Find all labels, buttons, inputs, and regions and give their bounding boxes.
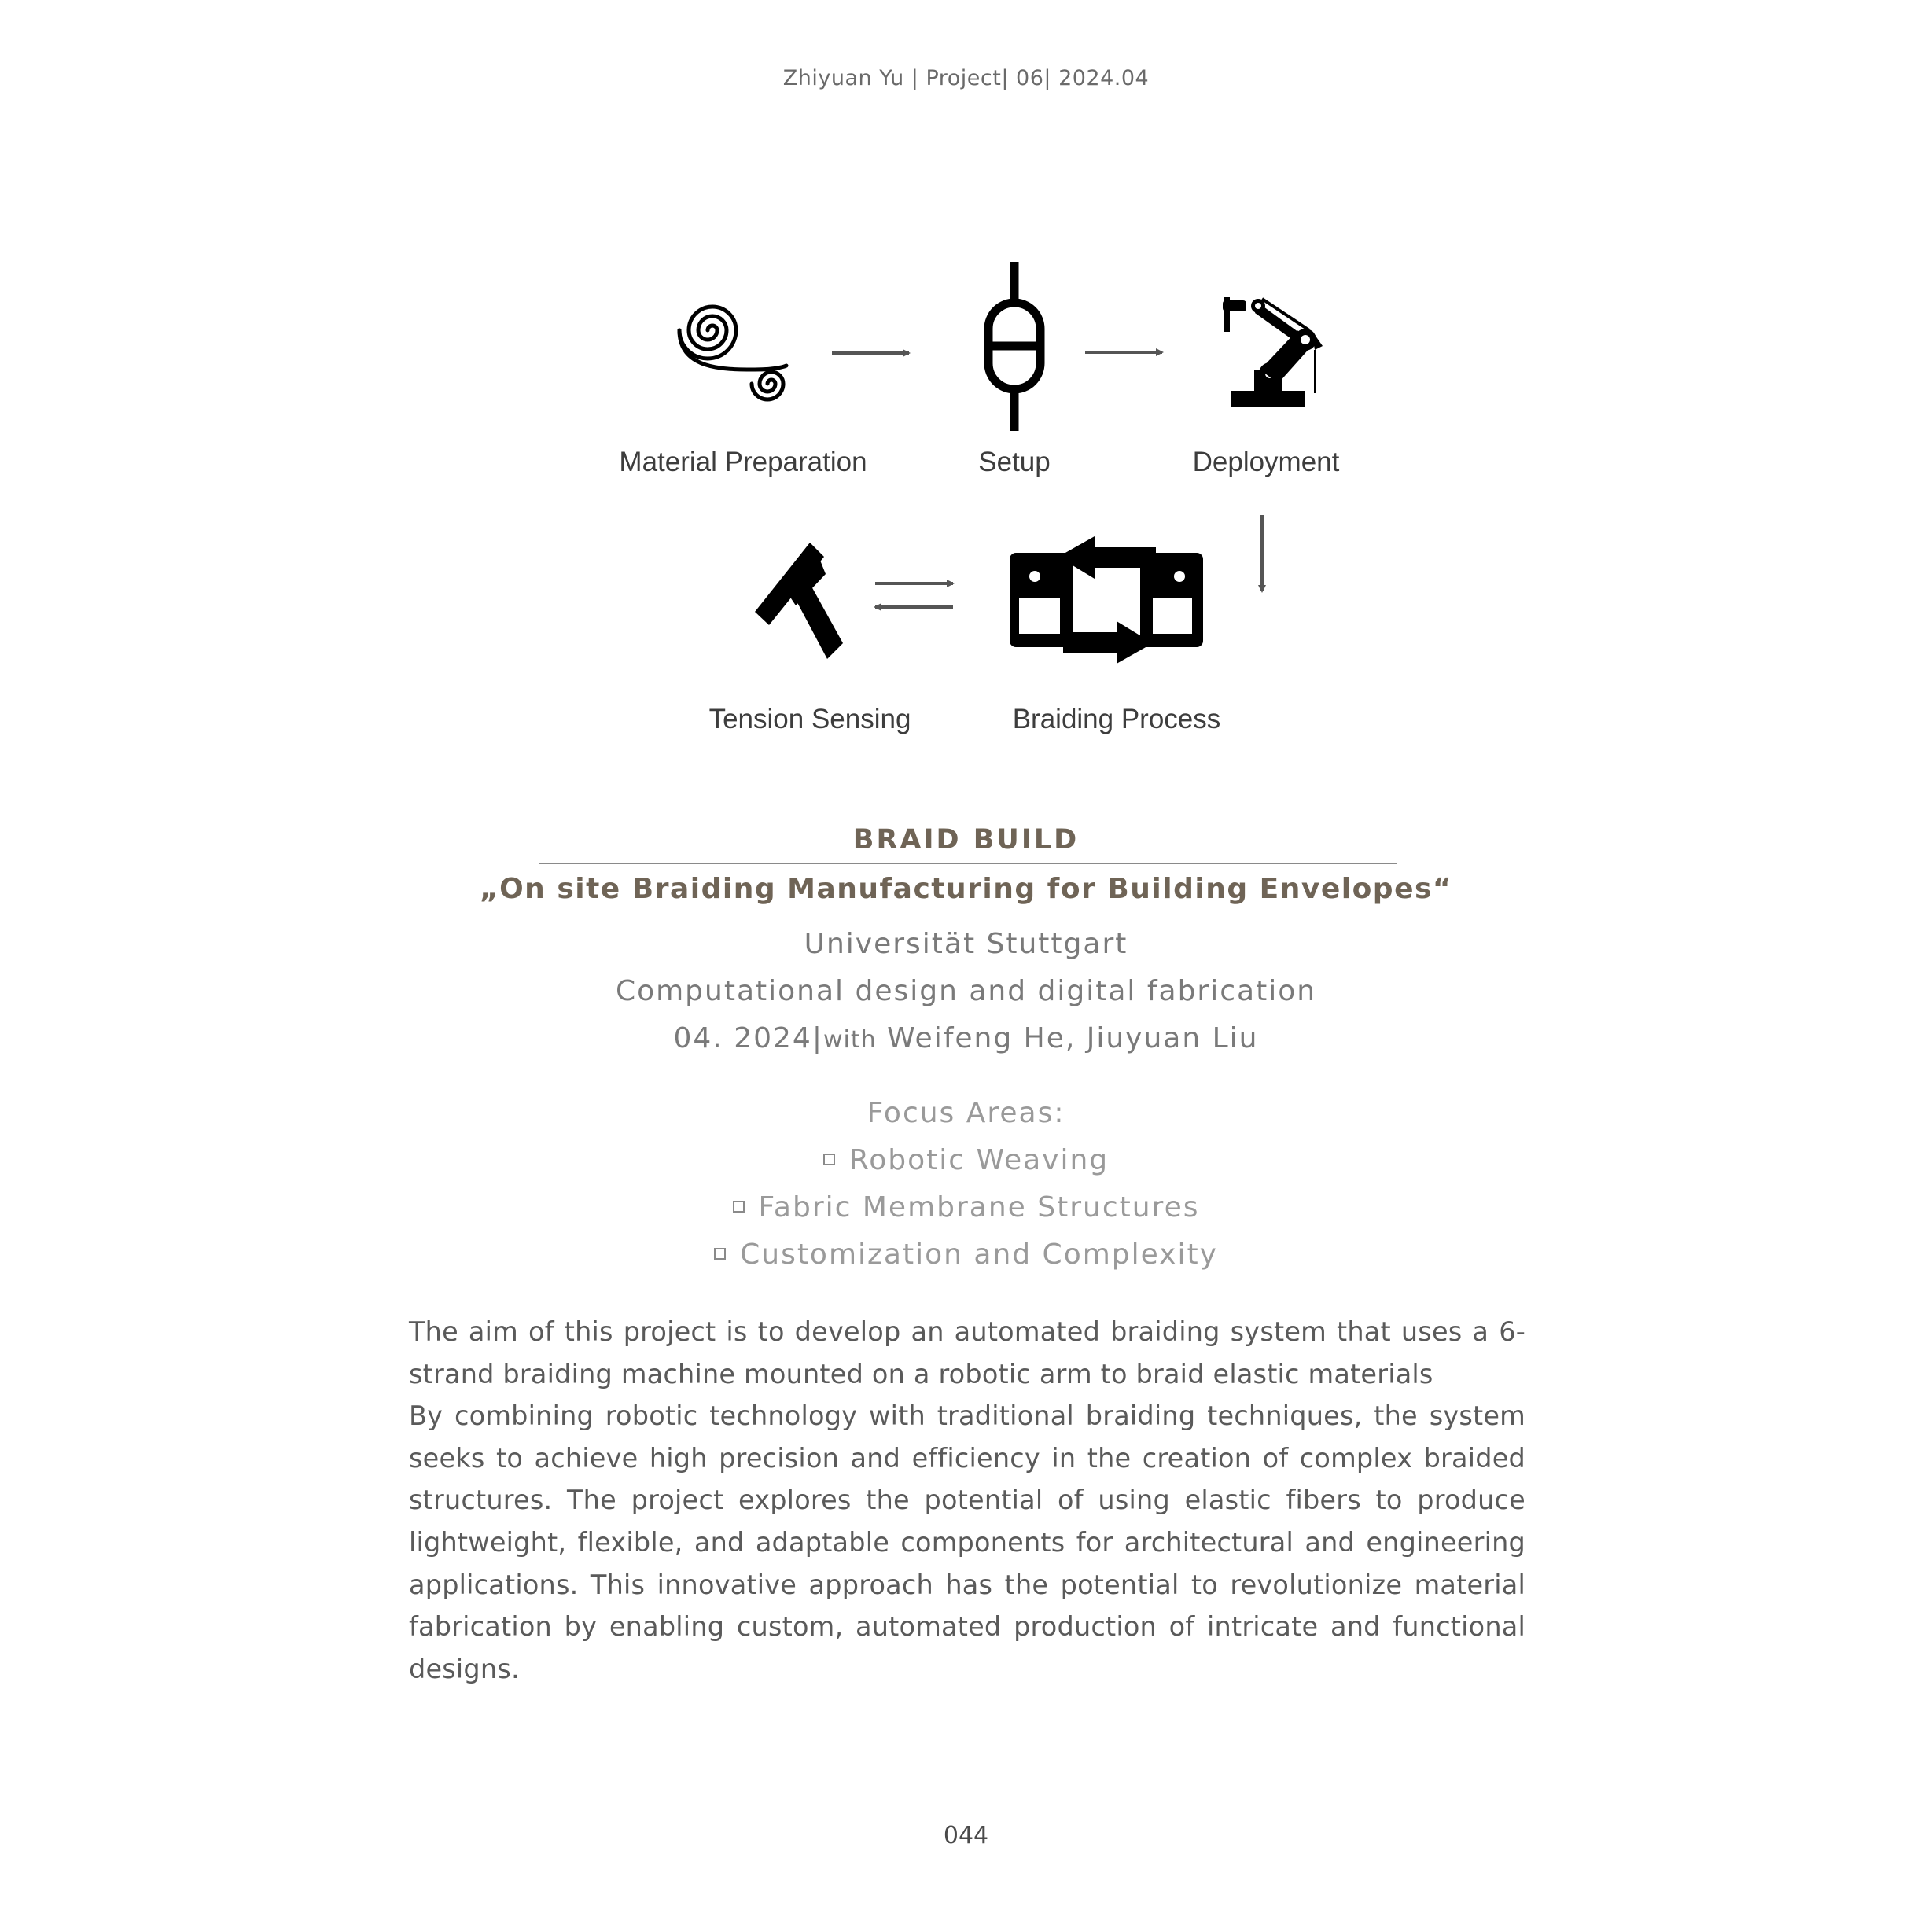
running-head: Zhiyuan Yu | Project| 06| 2024.04	[782, 66, 1150, 90]
program: Computational design and digital fabrication	[615, 975, 1317, 1007]
braiding-machine-icon	[1010, 536, 1203, 664]
project-description	[409, 1311, 1525, 1690]
with-label: with	[822, 1026, 877, 1054]
step-label-material-preparation: Material Preparation	[619, 447, 867, 477]
bullet-square-icon	[714, 1248, 726, 1260]
project-subtitle: „On site Braiding Manufacturing for Building Envelopes“	[479, 873, 1453, 905]
step-label-braiding-process: Braiding Process	[1012, 704, 1221, 734]
step-label-tension-sensing: Tension Sensing	[708, 704, 911, 734]
focus-item: Robotic Weaving	[0, 1144, 1932, 1176]
project-date: 04. 2024	[673, 1022, 812, 1054]
workflow-diagram	[0, 0, 1932, 786]
focus-item: Customization and Complexity	[0, 1238, 1932, 1271]
focus-item: Fabric Membrane Structures	[0, 1191, 1932, 1224]
date-collaborators: 04. 2024|with Weifeng He, Jiuyuan Liu	[673, 1022, 1259, 1054]
page-number: 044	[943, 1822, 989, 1849]
collaborators: Weifeng He, Jiuyuan Liu	[887, 1022, 1259, 1054]
project-title: BRAID BUILD	[852, 824, 1080, 856]
focus-heading: Focus Areas:	[867, 1097, 1065, 1129]
tension-sensor-icon	[755, 543, 843, 659]
description-paragraph: By combining robotic technology with traditional braiding techniques, the system seeks to achieve high precision and efficiency in the creation of complex braided structures. The project explores the potential of using elastic fibers to produce lightweight, flexible, and adaptable components for architectural and engineering applications. This innovative approach has the potential to revolutionize material fabrication by enabling custom, automated production of intricate and functional designs.	[409, 1400, 1525, 1684]
step-label-deployment: Deployment	[1192, 447, 1340, 477]
description-paragraph: The aim of this project is to develop an automated braiding system that uses a 6-strand braiding machine mounted on a robotic arm to braid elastic materials	[409, 1316, 1525, 1389]
institution: Universität Stuttgart	[804, 928, 1128, 960]
title-divider	[539, 863, 1397, 864]
robotic-arm-icon	[1223, 297, 1323, 407]
spiral-coil-icon	[679, 307, 786, 399]
bullet-square-icon	[733, 1201, 745, 1213]
step-label-setup: Setup	[978, 447, 1051, 477]
tool-mount-icon	[988, 262, 1040, 431]
bullet-square-icon	[823, 1154, 835, 1165]
